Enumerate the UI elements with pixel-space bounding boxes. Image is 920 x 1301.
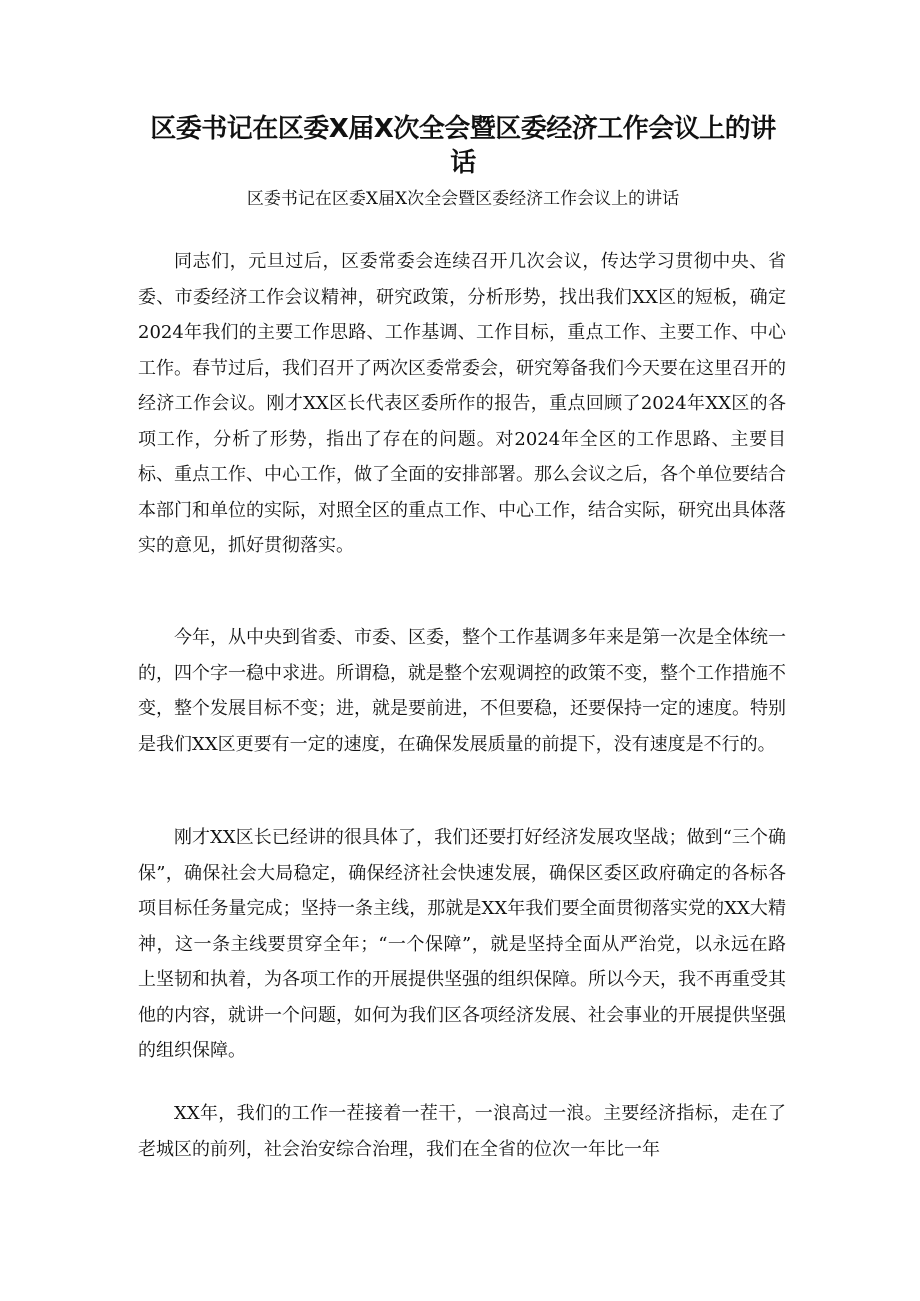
body-paragraph-4: XX年，我们的工作一茬接着一茬干，一浪高过一浪。主要经济指标，走在了老城区的前列，社会治安综合治理，我们在全省的位次一年比一年 — [138, 1103, 786, 1160]
document-title: 区委书记在区委X届X次全会暨区委经济工作会议上的讲话 — [150, 114, 776, 178]
body-paragraph-3: 刚才XX区长已经讲的很具体了，我们还要打好经济发展攻坚战；做到“三个确保”，确保社会大局稳定，确保经济社会快速发展，确保区委区政府确定的各标各项目标任务量完成；坚持一条主线，那就是XX年我们要全面贯彻落实党的XX大精神，这一条主线要贯穿全年；“一个保障”，就是坚持全面从严治党，以永远在路上坚韧和执着，为各项工作的开展提供坚强的组织保障。所以今天，我不再重受其他的内容，就讲一个问题，如何为我们区各项经济发展、社会事业的开展提供坚强的组织保障。 — [138, 827, 786, 1061]
body-paragraph-2: 今年，从中央到省委、市委、区委，整个工作基调多年来是第一次是全体统一的，四个字一稳中求进。所谓稳，就是整个宏观调控的政策不变，整个工作措施不变，整个发展目标不变；进，就是要前进，不但要稳，还要保持一定的速度。特别是我们XX区更要有一定的速度，在确保发展质量的前提下，没有速度是不行的。 — [138, 627, 786, 755]
body-paragraph-1: 同志们，元旦过后，区委常委会连续召开几次会议，传达学习贯彻中央、省委、市委经济工作会议精神，研究政策，分析形势，找出我们XX区的短板，确定2024年我们的主要工作思路、工作基调、工作目标，重点工作、主要工作、中心工作。春节过后，我们召开了两次区委常委会，研究筹备我们今天要在这里召开的经济工作会议。刚才XX区长代表区委所作的报告，重点回顾了2024年XX区的各项工作，分析了形势，指出了存在的问题。对2024年全区的工作思路、主要目标、重点工作、中心工作，做了全面的安排部署。那么会议之后，各个单位要结合本部门和单位的实际，对照全区的重点工作、中心工作，结合实际，研究出具体落实的意见，抓好贯彻落实。 — [138, 251, 786, 556]
document-subtitle: 区委书记在区委X届X次全会暨区委经济工作会议上的讲话 — [246, 189, 680, 209]
